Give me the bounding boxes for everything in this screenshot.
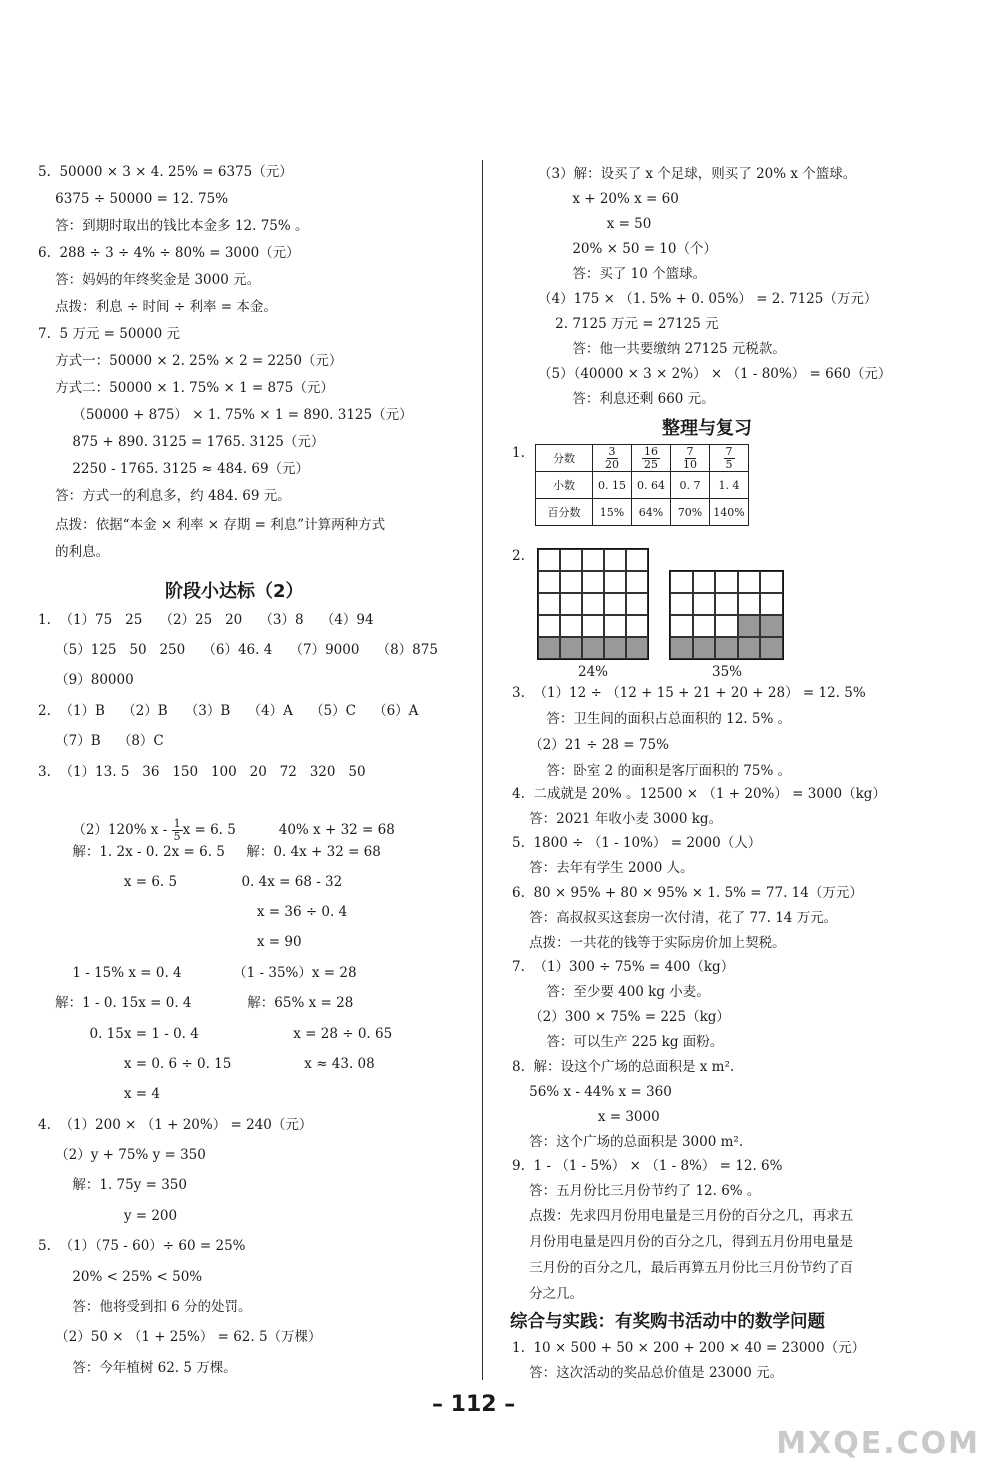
s3-solution-9: x = 4	[38, 1086, 160, 1102]
r-body-line: 答：五月份比三月份节约了 12. 6% 。	[512, 1183, 761, 1199]
row-label: 百分数	[536, 499, 593, 526]
table-row	[536, 499, 749, 526]
grid-cell	[560, 593, 582, 615]
q7-answer: 答：方式一的利息多，约 484. 69 元。	[38, 488, 291, 504]
r-top-8: 答：他一共要缴纳 27125 元税款。	[538, 341, 786, 357]
grid-cell	[693, 571, 716, 593]
r-top-1: （3）解：设买了 x 个足球，则买了 20% x 个篮球。	[538, 166, 857, 182]
grid-cell	[626, 593, 648, 615]
grid-cell	[604, 593, 626, 615]
s5-answer-1: 答：他将受到扣 6 分的处罚。	[38, 1299, 252, 1315]
grid-cell	[560, 637, 582, 659]
fraction-one-fifth	[172, 818, 183, 843]
fraction	[724, 446, 735, 471]
grid-cell	[738, 637, 761, 659]
r-top-2: x + 20% x = 60	[538, 191, 679, 207]
grid-cell	[582, 593, 604, 615]
r-last-2: 答：这次活动的奖品总价值是 23000 元。	[512, 1365, 784, 1381]
grid-cell	[560, 571, 582, 593]
table-cell: 140%	[710, 499, 749, 526]
r-q2-label: 2.	[512, 548, 525, 564]
s3-solution-8: x = 0. 6 ÷ 0. 15 x ≈ 43. 08	[38, 1056, 375, 1072]
grid-cell	[538, 615, 560, 637]
table-cell: 0. 7	[671, 472, 710, 499]
r-body-line: 月份用电量是四月份的百分之几，得到五月份用电量是	[512, 1234, 854, 1250]
q7-tip-2: 的利息。	[38, 544, 110, 560]
q7-line-4: （50000 + 875） × 1. 75% × 1 = 890. 3125（元）	[38, 407, 413, 423]
r-top-3: x = 50	[538, 216, 652, 232]
grid-cell	[760, 593, 783, 615]
row-label: 小数	[536, 472, 593, 499]
r-top-10: 答：利息还剩 660 元。	[538, 391, 715, 407]
table-row	[536, 445, 749, 472]
r-body-line: （2）21 ÷ 28 = 75%	[512, 737, 669, 753]
section-title-practice: 综合与实践：有奖购书活动中的数学问题	[510, 1312, 825, 1332]
r-body-line: x = 3000	[512, 1109, 660, 1125]
grid-cell	[582, 549, 604, 571]
q6-answer: 答：妈妈的年终奖金是 3000 元。	[38, 272, 261, 288]
r-body-line: 分之几。	[512, 1286, 584, 1302]
r-body-line: 答：这个广场的总面积是 3000 m².	[512, 1134, 744, 1150]
grid-label-24: 24%	[578, 664, 609, 680]
grid-cell	[760, 615, 783, 637]
q7-line-3: 方式二：50000 × 1. 75% × 1 = 875（元）	[38, 380, 334, 396]
table-cell: 64%	[632, 499, 671, 526]
grid-cell	[738, 571, 761, 593]
table-cell: 1. 4	[710, 472, 749, 499]
q7-line-6: 2250 - 1765. 3125 ≈ 484. 69（元）	[38, 461, 310, 477]
grid-cell	[626, 571, 648, 593]
s2-line-1: 2. （1）B （2）B （3）B （4）A （5）C （6）A	[38, 703, 419, 719]
grid-cell	[670, 593, 693, 615]
q5-line-1: 5. 50000 × 3 × 4. 25% = 6375（元）	[38, 164, 293, 180]
fraction-denominator: 5	[173, 830, 181, 843]
fraction	[683, 446, 697, 471]
fraction-numerator: 1	[173, 817, 181, 830]
grid-cell	[626, 549, 648, 571]
grid-cell	[604, 637, 626, 659]
q5-answer: 答：到期时取出的钱比本金多 12. 75% 。	[38, 218, 309, 234]
table-row	[536, 472, 749, 499]
r-body-line: 9. 1 - （1 - 5%） × （1 - 8%） = 12. 6%	[512, 1158, 783, 1174]
r-body-line: 56% x - 44% x = 360	[512, 1084, 672, 1100]
conversion-table	[535, 444, 749, 526]
r-top-9: （5）（40000 × 3 × 2%） × （1 - 80%） = 660（元）	[538, 366, 892, 382]
column-divider	[482, 160, 483, 1380]
s1-line-1: 1. （1）75 25 （2）25 20 （3）8 （4）94	[38, 612, 374, 628]
r-body-line: 三月份的百分之几，最后再算五月份比三月份节约了百	[512, 1260, 854, 1276]
grid-cell	[626, 615, 648, 637]
grid-cell	[693, 593, 716, 615]
s3-solution-6: 解：1 - 0. 15x = 0. 4 解：65% x = 28	[38, 995, 354, 1011]
fraction-denominator: 10	[683, 457, 697, 471]
q6-tip: 点拨：利息 ÷ 时间 ÷ 利率 = 本金。	[38, 299, 277, 315]
r-body-line: 答：至少要 400 kg 小麦。	[512, 984, 710, 1000]
grid-cell	[582, 637, 604, 659]
grid-cell	[738, 615, 761, 637]
s3-solution-7: 0. 15x = 1 - 0. 4 x = 28 ÷ 0. 65	[38, 1026, 393, 1042]
grid-cell	[670, 637, 693, 659]
section-title-stage: 阶段小达标（2）	[165, 581, 304, 602]
s5-line-1: 5. （1）（75 - 60）÷ 60 = 25%	[38, 1238, 246, 1254]
fraction-denominator: 5	[725, 457, 733, 471]
fraction	[605, 446, 619, 471]
section-title-review: 整理与复习	[662, 418, 752, 439]
r-body-line: （2）300 × 75% = 225（kg）	[512, 1009, 730, 1025]
r-body-line: 点拨：先求四月份用电量是三月份的百分之几，再求五	[512, 1208, 854, 1224]
grid-cell	[538, 571, 560, 593]
r-body-line: 答：卫生间的面积占总面积的 12. 5% 。	[512, 711, 792, 727]
fraction-numerator: 7	[725, 444, 733, 458]
grid-cell	[626, 637, 648, 659]
r-body-line: 6. 80 × 95% + 80 × 95% × 1. 5% = 77. 14（万元）	[512, 885, 863, 901]
q7-line-1: 7. 5 万元 = 50000 元	[38, 326, 180, 342]
s4-line-3: 解：1. 75y = 350	[38, 1177, 187, 1193]
s3-line-1: 3. （1）13. 5 36 150 100 20 72 320 50	[38, 764, 366, 780]
s4-line-1: 4. （1）200 × （1 + 20%） = 240（元）	[38, 1117, 313, 1133]
fraction-numerator: 7	[686, 444, 694, 458]
grid-cell	[760, 571, 783, 593]
r-top-5: 答：买了 10 个篮球。	[538, 266, 707, 282]
r-body-line: 4. 二成就是 20% 。12500 × （1 + 20%） = 3000（kg）	[512, 786, 886, 802]
table-cell	[593, 445, 632, 472]
s1-line-2: （5）125 50 250 （6）46. 4 （7）9000 （8）875	[38, 642, 438, 658]
q7-line-5: 875 + 890. 3125 = 1765. 3125（元）	[38, 434, 325, 450]
grid-cell	[670, 571, 693, 593]
grid-cell	[670, 615, 693, 637]
s3-eq-part-a: （2）120% x -	[55, 822, 172, 838]
grid-cell	[715, 571, 738, 593]
s3-solution-4: x = 90	[38, 934, 302, 950]
grid-cell	[582, 571, 604, 593]
page-number: – 112 –	[432, 1392, 516, 1417]
fraction-numerator: 3	[608, 444, 616, 458]
table-cell	[671, 445, 710, 472]
watermark: MXQE.COM	[776, 1426, 980, 1461]
r-body-line: 答：卧室 2 的面积是客厅面积的 75% 。	[512, 763, 792, 779]
grid-cell	[760, 637, 783, 659]
grid-cell	[604, 571, 626, 593]
r-body-line: 7. （1）300 ÷ 75% = 400（kg）	[512, 959, 735, 975]
grid-cell	[538, 637, 560, 659]
q6-line-1: 6. 288 ÷ 3 ÷ 4% ÷ 80% = 3000（元）	[38, 245, 300, 261]
s5-line-2: 20% < 25% < 50%	[38, 1269, 203, 1285]
fraction-numerator: 16	[644, 444, 658, 458]
r-body-line: 答：高叔叔买这套房一次付清，花了 77. 14 万元。	[512, 910, 838, 926]
fraction	[642, 446, 660, 471]
s3-solution-2: x = 6. 5 0. 4x = 68 - 32	[38, 874, 343, 890]
table-cell: 70%	[671, 499, 710, 526]
r-body-line: 答：去年有学生 2000 人。	[512, 860, 694, 876]
table-cell: 15%	[593, 499, 632, 526]
grid-24-percent	[537, 548, 649, 660]
r-top-6: （4）175 × （1. 5% + 0. 05%） = 2. 7125（万元）	[538, 291, 878, 307]
r-top-7: 2. 7125 万元 = 27125 元	[538, 316, 719, 332]
r-last-1: 1. 10 × 500 + 50 × 200 + 200 × 40 = 23000（元）	[512, 1340, 866, 1356]
grid-cell	[715, 637, 738, 659]
s3-solution-3: x = 36 ÷ 0. 4	[38, 904, 348, 920]
s2-line-2: （7）B （8）C	[38, 733, 164, 749]
grid-cell	[693, 637, 716, 659]
r-q1-label: 1.	[512, 445, 525, 461]
s5-line-4: （2）50 × （1 + 25%） = 62. 5（万棵）	[38, 1329, 322, 1345]
grid-cell	[738, 593, 761, 615]
grid-cell	[715, 593, 738, 615]
row-label: 分数	[536, 445, 593, 472]
table-cell	[710, 445, 749, 472]
s3-solution-1: 解：1. 2x - 0. 2x = 6. 5 解：0. 4x + 32 = 68	[38, 844, 381, 860]
s3-eq-part-b: x = 6. 5 40% x + 32 = 68	[182, 822, 395, 838]
s3-solution-5: 1 - 15% x = 0. 4 （1 - 35%）x = 28	[38, 965, 357, 981]
r-body-line: 点拨：一共花的钱等于实际房价加上契税。	[512, 935, 786, 951]
s1-line-3: （9）80000	[38, 672, 134, 688]
fraction-denominator: 20	[605, 457, 619, 471]
grid-cell	[582, 615, 604, 637]
grid-cell	[538, 549, 560, 571]
r-body-line: 答：2021 年收小麦 3000 kg。	[512, 811, 723, 827]
r-top-4: 20% × 50 = 10（个）	[538, 241, 717, 257]
table-cell: 0. 15	[593, 472, 632, 499]
table-cell: 0. 64	[632, 472, 671, 499]
fraction-denominator: 25	[644, 457, 658, 471]
grid-label-35: 35%	[712, 664, 743, 680]
table-cell	[632, 445, 671, 472]
r-body-line: 答：可以生产 225 kg 面粉。	[512, 1034, 724, 1050]
grid-cell	[715, 615, 738, 637]
grid-cell	[538, 593, 560, 615]
grid-cell	[604, 549, 626, 571]
s5-answer-2: 答：今年植树 62. 5 万棵。	[38, 1360, 237, 1376]
r-body-line: 3. （1）12 ÷ （12 + 15 + 21 + 20 + 28） = 12. 5%	[512, 685, 866, 701]
r-body-line: 5. 1800 ÷ （1 - 10%） = 2000（人）	[512, 835, 762, 851]
s4-line-4: y = 200	[38, 1208, 178, 1224]
q7-tip-1: 点拨：依据“本金 × 利率 × 存期 = 利息”计算两种方式	[38, 517, 386, 533]
q5-line-2: 6375 ÷ 50000 = 12. 75%	[38, 191, 229, 207]
grid-cell	[560, 615, 582, 637]
s4-line-2: （2）y + 75% y = 350	[38, 1147, 206, 1163]
grid-cell	[693, 615, 716, 637]
grid-cell	[604, 615, 626, 637]
grid-cell	[560, 549, 582, 571]
grid-35-percent	[669, 570, 784, 660]
q7-line-2: 方式一：50000 × 2. 25% × 2 = 2250（元）	[38, 353, 343, 369]
r-body-line: 8. 解：设这个广场的总面积是 x m².	[512, 1059, 735, 1075]
